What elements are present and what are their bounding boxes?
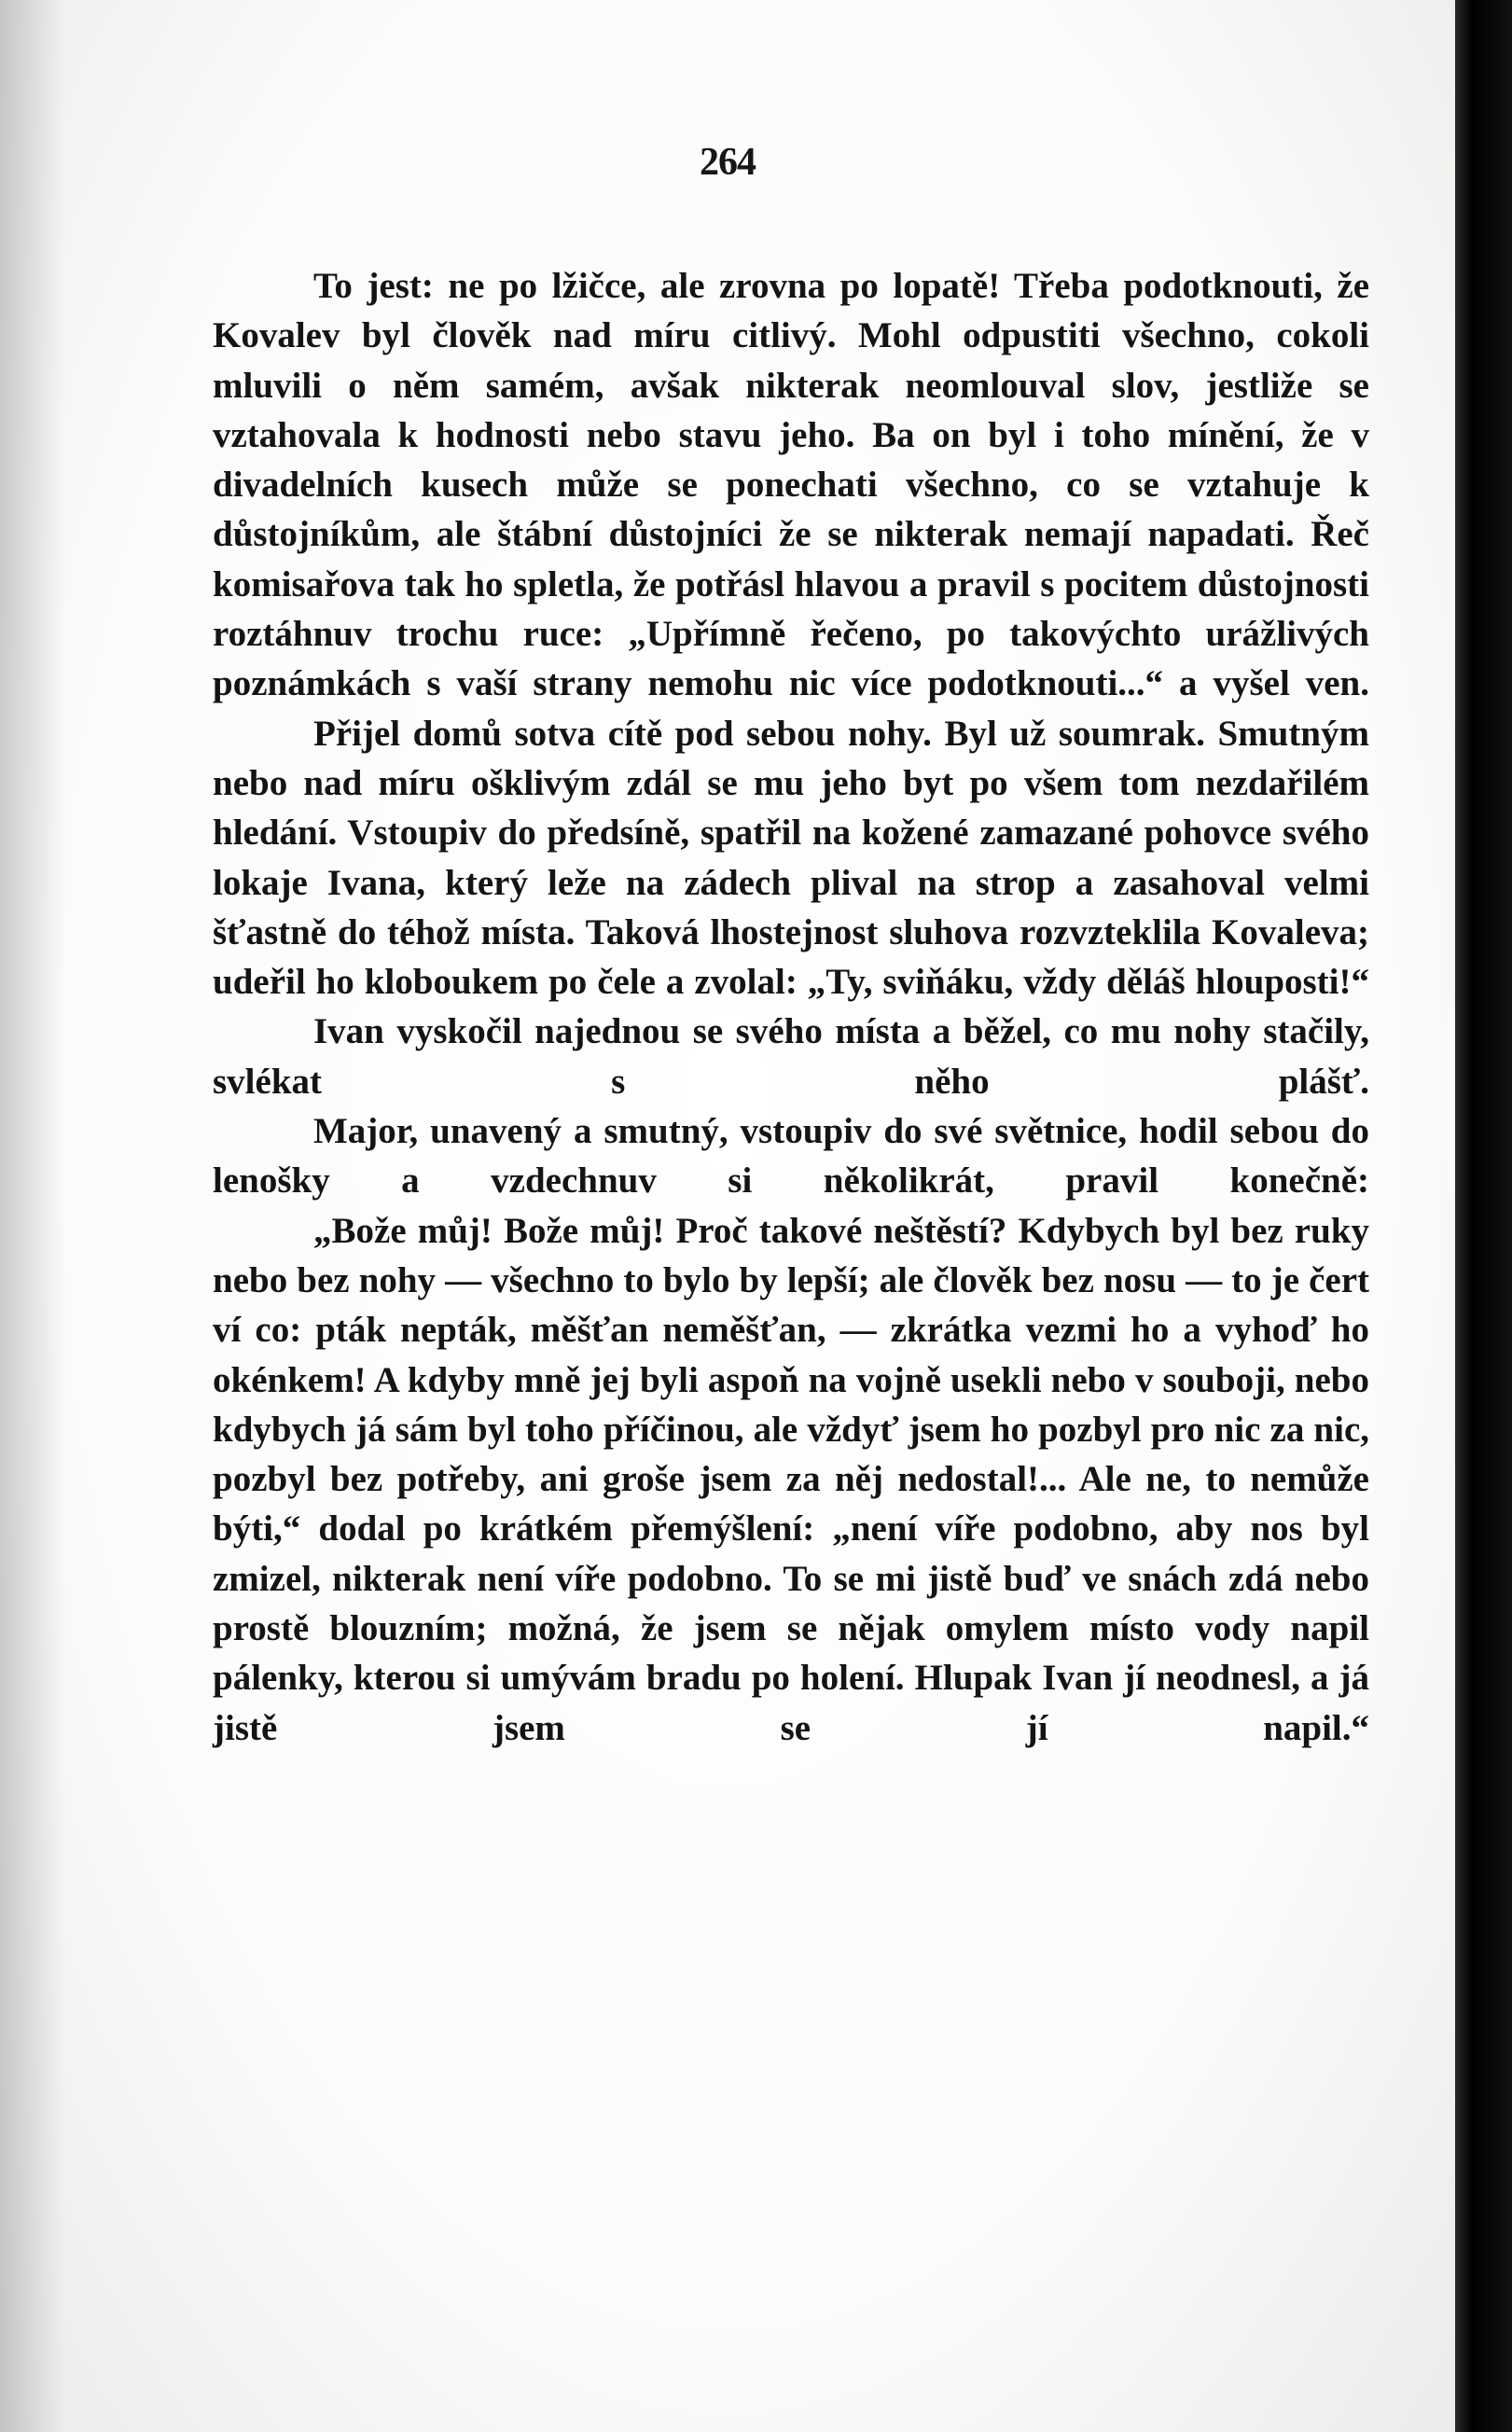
page-edge-shadow (0, 0, 65, 2432)
paragraph-1: To jest: ne po lžičce, ale zrovna po lopatě! Třeba podotknouti, že Kovalev byl člověk nad míru citlivý. Mohl odpustiti všechno, cokoli mluvili o něm samém, avšak nikterak neomlouval slov, jestliže se vztahovala k hodnosti nebo stavu jeho. Ba on byl i toho mínění, že v divadelních kusech může se ponechati všechno, co se vztahuje k důstojníkům, ale štábní důstojníci že se nikterak nemají napadati. Řeč komisařova tak ho spletla, že potřásl hlavou a pravil s pocitem důstojnosti roztáhnuv trochu ruce: „Upřímně řečeno, po takovýchto urážlivých poznámkách s vaší strany nemohu nic více podotknouti...“ a vyšel ven. (213, 266, 1369, 704)
paragraph-4: Major, unavený a smutný, vstoupiv do své světnice, hodil sebou do lenošky a vzdechnuv si několikrát, pravil konečně: (213, 1111, 1369, 1202)
page-text (213, 261, 1369, 1753)
paragraph-2: Přijel domů sotva cítě pod sebou nohy. Byl už soumrak. Smutným nebo nad míru ošklivým zdál se mu jeho byt po všem tom nezdařilém hledání. Vstoupiv do předsíně, spatřil na kožené zamazané pohovce svého lokaje Ivana, který leže na zádech plival na strop a zasahoval velmi šťastně do téhož místa. Taková lhostejnost sluhova rozvzteklila Kovaleva; udeřil ho kloboukem po čele a zvolal: „Ty, sviňáku, vždy děláš hlouposti!“ (213, 713, 1369, 1003)
paragraph-3: Ivan vyskočil najednou se svého místa a běžel, co mu nohy stačily, svlékat s něho plášť. (213, 1011, 1369, 1102)
page-number: 264 (700, 141, 756, 184)
scan-border (1455, 0, 1512, 2432)
paragraph-5: „Bože můj! Bože můj! Proč takové neštěstí? Kdybych byl bez ruky nebo bez nohy — všechno to bylo by lepší; ale člověk bez nosu — to je čert ví co: pták nepták, měšťan neměšťan, — zkrátka vezmi ho a vyhoď ho okénkem! A kdyby mně jej byli aspoň na vojně usekli nebo v souboji, nebo kdybych já sám byl toho příčinou, ale vždyť jsem ho pozbyl pro nic za nic, pozbyl bez potřeby, ani groše jsem za něj nedostal!... Ale ne, to nemůže býti,“ dodal po krátkém přemýšlení: „není víře podobno, aby nos byl zmizel, nikterak není víře podobno. To se mi jistě buď ve snách zdá nebo prostě blouzním; možná, že jsem se nějak omylem místo vody napil pálenky, kterou si umývám bradu po holení. Hlupak Ivan jí neodnesl, a já jistě jsem se jí napil.“ (213, 1210, 1369, 1748)
